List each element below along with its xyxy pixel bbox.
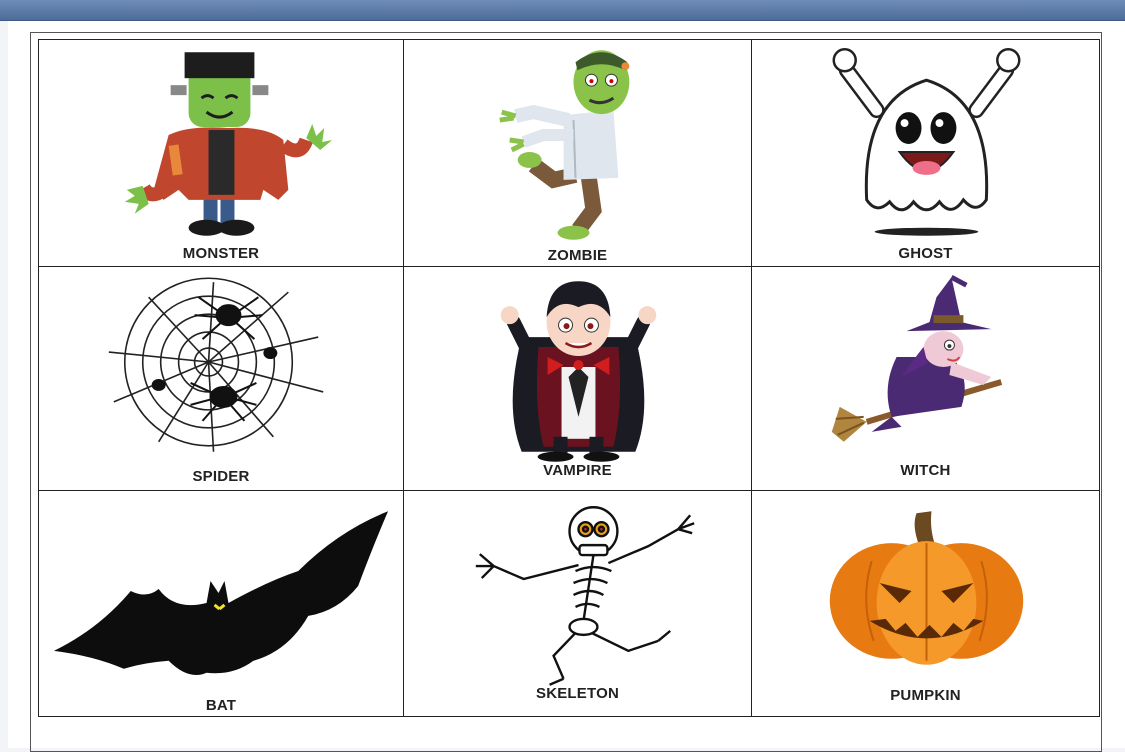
zombie-icon xyxy=(404,40,751,245)
card-label: SKELETON xyxy=(535,685,619,702)
card-label: MONSTER xyxy=(182,245,260,262)
frankenstein-monster-icon xyxy=(39,40,403,245)
card-monster xyxy=(39,40,404,267)
witch-on-broom-icon xyxy=(752,267,1099,467)
card-vampire xyxy=(404,267,752,491)
card-label: SPIDER xyxy=(192,468,250,485)
bat-icon xyxy=(39,491,403,691)
card-label: ZOMBIE xyxy=(547,247,608,264)
card-label: WITCH xyxy=(900,462,951,479)
skeleton-icon xyxy=(404,491,751,691)
card-label: VAMPIRE xyxy=(543,462,612,479)
card-skeleton xyxy=(404,491,752,717)
flashcard-grid xyxy=(38,39,1100,717)
card-zombie xyxy=(404,40,752,267)
spider-web-icon xyxy=(39,267,403,467)
card-witch xyxy=(752,267,1100,491)
card-label: BAT xyxy=(205,697,237,714)
jack-o-lantern-icon xyxy=(752,491,1099,691)
card-spider xyxy=(39,267,404,491)
card-label: PUMPKIN xyxy=(890,687,961,704)
vampire-icon xyxy=(404,267,751,467)
card-pumpkin xyxy=(752,491,1100,717)
card-ghost xyxy=(752,40,1100,267)
ghost-icon xyxy=(752,40,1099,245)
card-bat xyxy=(39,491,404,717)
card-label: GHOST xyxy=(898,245,953,262)
window-title-bar xyxy=(0,0,1125,21)
